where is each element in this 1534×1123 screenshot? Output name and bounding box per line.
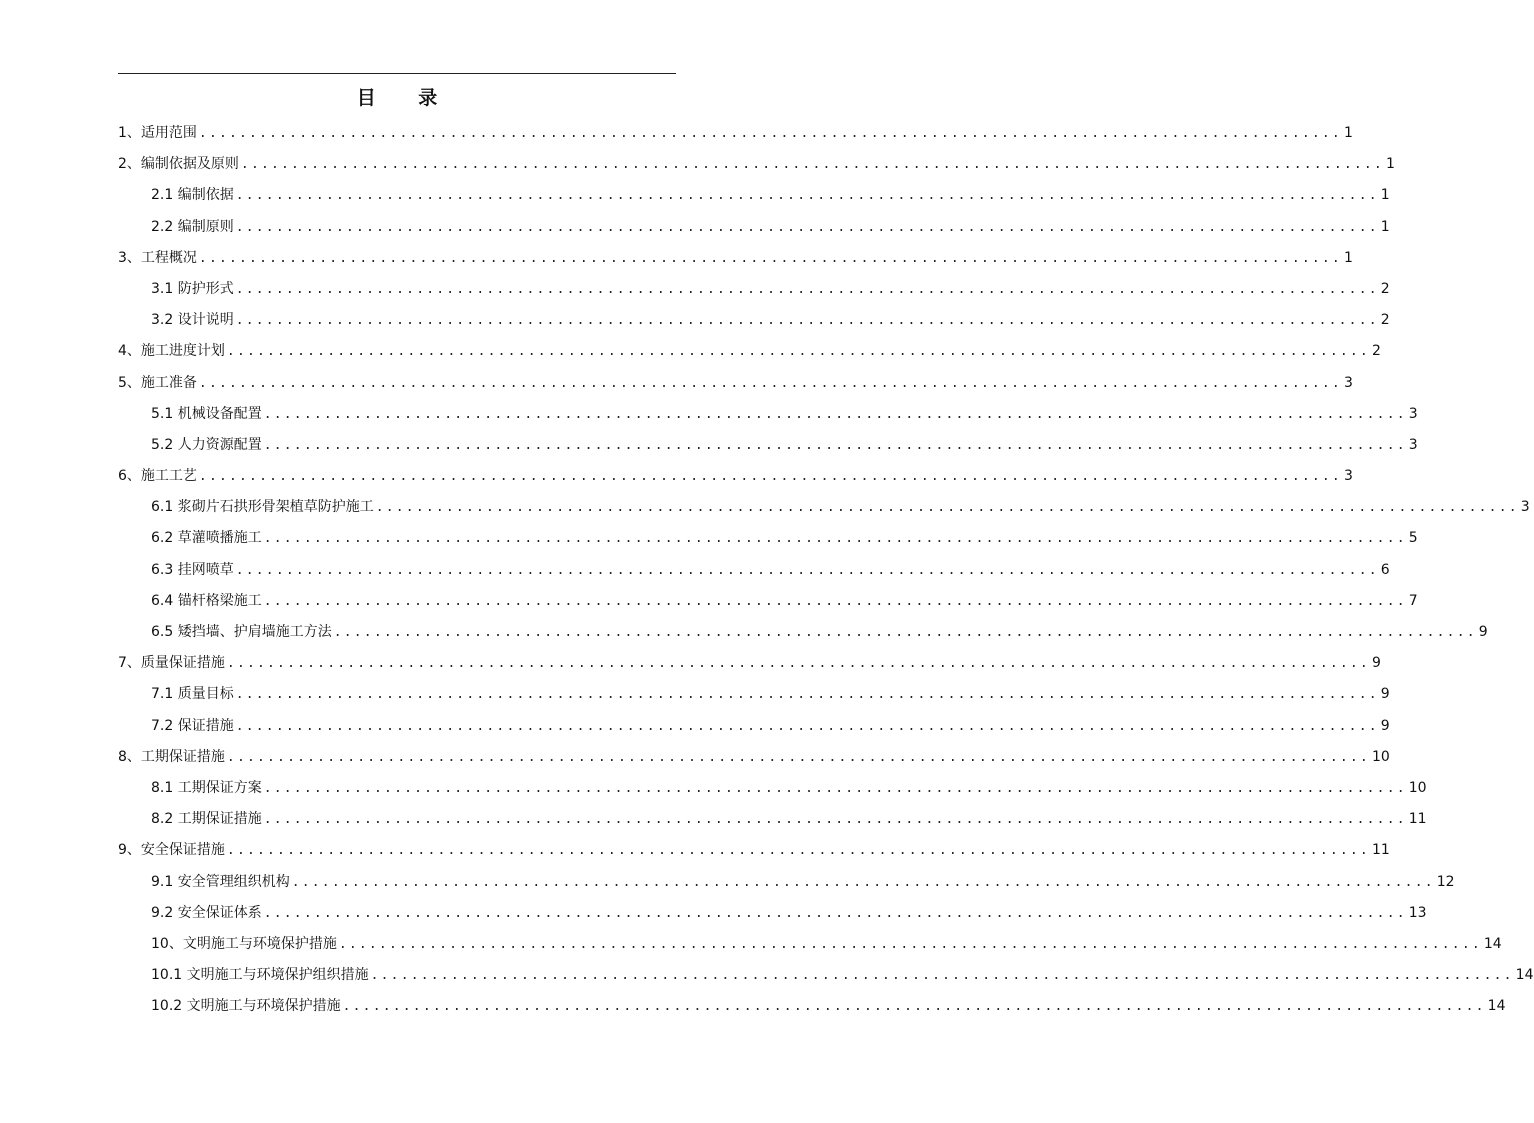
- toc-entry[interactable]: [118, 492, 1530, 523]
- toc-dot-leader: ..................................................................................................................: [235, 562, 1379, 578]
- toc-entry-label: 6.2 草灌喷播施工: [151, 530, 262, 547]
- toc-entry[interactable]: [118, 898, 1427, 929]
- toc-entry-page-number: 2: [1380, 280, 1390, 297]
- toc-entry[interactable]: [118, 336, 1381, 367]
- toc-dot-leader: ..................................................................................................................: [235, 281, 1379, 297]
- toc-entry-label: 7.2 保证措施: [151, 717, 234, 734]
- toc-entry-label: 5.2 人力资源配置: [151, 436, 262, 453]
- toc-entry-page-number: 1: [1385, 156, 1395, 173]
- toc-entry-label: 2、编制依据及原则: [118, 156, 239, 173]
- toc-entry-label: 6、施工工艺: [118, 468, 197, 485]
- toc-entry-page-number: 14: [1487, 998, 1506, 1015]
- toc-entry-label: 6.3 挂网喷草: [151, 561, 234, 578]
- toc-entry[interactable]: [118, 929, 1502, 960]
- toc-entry-label: 8、工期保证措施: [118, 748, 225, 765]
- toc-entry-label: 3.2 设计说明: [151, 312, 234, 329]
- toc-entry[interactable]: [118, 586, 1418, 617]
- toc-entry-label: 10.1 文明施工与环境保护组织措施: [151, 967, 369, 984]
- header-rule: [118, 73, 676, 74]
- toc-entry-page-number: 3: [1520, 499, 1530, 516]
- toc-entry-page-number: 11: [1371, 842, 1390, 859]
- toc-dot-leader: ..................................................................................................................: [263, 593, 1407, 609]
- toc-entry-label: 8.1 工期保证方案: [151, 779, 262, 796]
- toc-dot-leader: ..................................................................................................................: [240, 157, 1384, 173]
- toc-entry[interactable]: [118, 835, 1390, 866]
- toc-dot-leader: ..................................................................................................................: [198, 469, 1342, 485]
- toc-entry-label: 9.1 安全管理组织机构: [151, 873, 290, 890]
- toc-entry-page-number: 11: [1408, 811, 1427, 828]
- toc-entry[interactable]: [118, 742, 1390, 773]
- toc-dot-leader: ..................................................................................................................: [198, 126, 1342, 141]
- toc-dot-leader: ..................................................................................................................: [235, 188, 1379, 204]
- toc-dot-leader: ..................................................................................................................: [198, 250, 1342, 266]
- table-of-contents: [118, 118, 1534, 1022]
- toc-entry-page-number: 2: [1380, 312, 1390, 329]
- toc-entry-page-number: 9: [1380, 686, 1390, 703]
- toc-dot-leader: ..................................................................................................................: [342, 999, 1486, 1015]
- toc-entry-label: 5.1 机械设备配置: [151, 405, 262, 422]
- toc-entry-page-number: 12: [1436, 873, 1455, 890]
- toc-entry[interactable]: [118, 617, 1488, 648]
- toc-entry[interactable]: [118, 305, 1390, 336]
- toc-entry-label: 2.1 编制依据: [151, 187, 234, 204]
- toc-dot-leader: ..................................................................................................................: [263, 531, 1407, 547]
- toc-entry-page-number: 1: [1343, 125, 1353, 141]
- toc-entry[interactable]: [118, 960, 1534, 991]
- toc-entry[interactable]: [118, 399, 1418, 430]
- toc-entry[interactable]: [118, 991, 1506, 1022]
- toc-entry[interactable]: [118, 867, 1455, 898]
- toc-entry-label: 6.1 浆砌片石拱形骨架植草防护施工: [151, 499, 374, 516]
- toc-entry-page-number: 3: [1343, 374, 1353, 391]
- toc-dot-leader: ..................................................................................................................: [235, 313, 1379, 329]
- toc-entry-page-number: 14: [1515, 967, 1534, 984]
- toc-entry[interactable]: [118, 430, 1418, 461]
- toc-entry-page-number: 5: [1408, 530, 1418, 547]
- toc-entry-label: 10.2 文明施工与环境保护措施: [151, 998, 341, 1015]
- toc-dot-leader: ..................................................................................................................: [226, 749, 1370, 765]
- toc-entry-label: 5、施工准备: [118, 374, 197, 391]
- toc-entry-label: 8.2 工期保证措施: [151, 811, 262, 828]
- toc-entry-label: 7.1 质量目标: [151, 686, 234, 703]
- toc-entry-page-number: 9: [1380, 717, 1390, 734]
- toc-entry-page-number: 10: [1408, 779, 1427, 796]
- toc-entry[interactable]: [118, 243, 1353, 274]
- toc-entry-page-number: 3: [1408, 436, 1418, 453]
- toc-dot-leader: ..................................................................................................................: [333, 625, 1477, 640]
- toc-entry-page-number: 2: [1371, 343, 1381, 360]
- toc-dot-leader: ..................................................................................................................: [226, 344, 1370, 360]
- toc-dot-leader: ..................................................................................................................: [370, 968, 1514, 984]
- toc-dot-leader: ..................................................................................................................: [375, 500, 1519, 516]
- toc-entry[interactable]: [118, 118, 1353, 149]
- toc-entry-label: 3.1 防护形式: [151, 280, 234, 297]
- toc-dot-leader: ..................................................................................................................: [291, 874, 1435, 890]
- toc-entry-page-number: 3: [1343, 468, 1353, 485]
- toc-dot-leader: ..................................................................................................................: [263, 812, 1407, 828]
- toc-entry[interactable]: [118, 149, 1395, 180]
- toc-entry-page-number: 6: [1380, 561, 1390, 578]
- toc-dot-leader: ..................................................................................................................: [235, 219, 1379, 235]
- toc-entry-page-number: 7: [1408, 592, 1418, 609]
- toc-entry-page-number: 14: [1483, 935, 1502, 952]
- toc-title: 目 录: [356, 87, 456, 109]
- toc-dot-leader: ..................................................................................................................: [226, 656, 1370, 672]
- toc-entry-label: 9、安全保证措施: [118, 842, 225, 859]
- toc-entry[interactable]: [118, 679, 1390, 710]
- toc-entry-page-number: 13: [1408, 904, 1427, 921]
- toc-entry-label: 4、施工进度计划: [118, 343, 225, 360]
- toc-entry[interactable]: [118, 648, 1381, 679]
- toc-entry-label: 10、文明施工与环境保护措施: [151, 935, 337, 952]
- toc-entry-label: 1、适用范围: [118, 125, 197, 141]
- toc-entry-label: 2.2 编制原则: [151, 218, 234, 235]
- toc-entry[interactable]: [118, 180, 1390, 211]
- toc-entry[interactable]: [118, 555, 1390, 586]
- toc-dot-leader: ..................................................................................................................: [235, 718, 1379, 734]
- toc-entry-label: 9.2 安全保证体系: [151, 904, 262, 921]
- toc-entry-page-number: 1: [1343, 249, 1353, 266]
- toc-dot-leader: ..................................................................................................................: [338, 936, 1482, 952]
- toc-entry-page-number: 1: [1380, 187, 1390, 204]
- toc-dot-leader: ..................................................................................................................: [198, 375, 1342, 391]
- toc-entry[interactable]: [118, 461, 1353, 492]
- toc-entry-label: 3、工程概况: [118, 249, 197, 266]
- toc-entry[interactable]: [118, 368, 1353, 399]
- toc-entry[interactable]: [118, 274, 1390, 305]
- toc-entry[interactable]: [118, 804, 1427, 835]
- toc-entry[interactable]: [118, 773, 1427, 804]
- toc-dot-leader: ..................................................................................................................: [263, 780, 1407, 796]
- toc-dot-leader: ..................................................................................................................: [263, 437, 1407, 453]
- toc-entry[interactable]: [118, 711, 1390, 742]
- toc-entry-page-number: 9: [1478, 624, 1488, 640]
- toc-entry[interactable]: [118, 212, 1390, 243]
- toc-entry-label: 6.5 矮挡墙、护肩墙施工方法: [151, 624, 332, 640]
- toc-dot-leader: ..................................................................................................................: [226, 843, 1370, 859]
- toc-entry-page-number: 10: [1371, 748, 1390, 765]
- toc-entry-page-number: 3: [1408, 405, 1418, 422]
- toc-entry-page-number: 1: [1380, 218, 1390, 235]
- toc-entry-label: 7、质量保证措施: [118, 655, 225, 672]
- toc-entry-page-number: 9: [1371, 655, 1381, 672]
- toc-entry-label: 6.4 锚杆格梁施工: [151, 592, 262, 609]
- toc-dot-leader: ..................................................................................................................: [235, 687, 1379, 703]
- toc-dot-leader: ..................................................................................................................: [263, 406, 1407, 422]
- toc-dot-leader: ..................................................................................................................: [263, 905, 1407, 921]
- toc-entry[interactable]: [118, 523, 1418, 554]
